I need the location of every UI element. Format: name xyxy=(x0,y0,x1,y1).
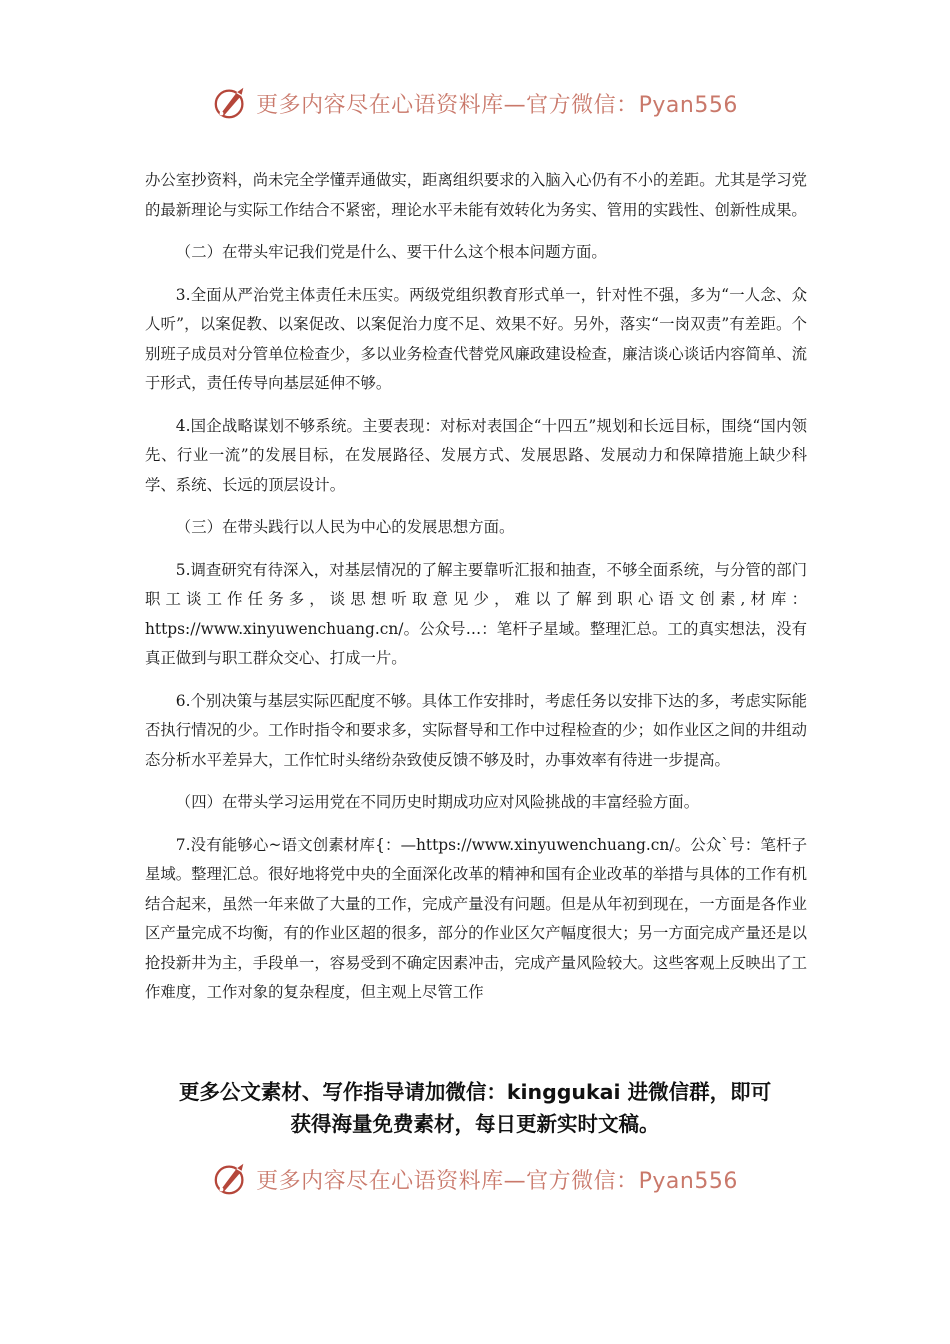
section-heading-4: （四）在带头学习运用党在不同历史时期成功应对风险挑战的丰富经验方面。 xyxy=(175,793,700,811)
header-banner-text: 更多内容尽在心语资料库—官方微信：Pyan556 xyxy=(256,92,738,118)
page-content-viewport xyxy=(0,166,950,1062)
paragraph-item-3: 3.全面从严治党主体责任未压实。两级党组织教育形式单一，针对性不强，多为“一人念、众人听”，以案促教、以案促改、以案促治力度不足、效果不好。另外，落实“一岗双责”有差距。个别班子成员对分管单位检查少，多以业务检查代替党风廉政建设检查，廉洁谈心谈话内容简单、流于形式，责任传导向基层延伸不够。 xyxy=(145,285,807,392)
promo-line-2: 获得海量免费素材，每日更新实时文稿。 xyxy=(290,1112,660,1136)
paragraph-item-7: 7.没有能够心~语文创素材库{：—https://www.xinyuwenchuang.cn/。公众`号：笔杆子星域。整理汇总。很好地将党中央的全面深化改革的精神和国有企业改革的举措与具体的工作有机结合起来，虽然一年来做了大量的工作，完成产量没有问题。但是从年初到现在，一方面是各作业区产量完成不均衡，有的作业区超的很多，部分的作业区欠产幅度很大；另一方面完成产量还是以抢投新井为主，手段单一，容易受到不确定因素冲击，完成产量风险较大。这些客观上反映出了工作难度，工作对象的复杂程度，但主观上尽管工作 xyxy=(145,835,807,1001)
section-heading-2: （二）在带头牢记我们党是什么、要干什么这个根本问题方面。 xyxy=(175,243,607,261)
paragraph-item-6: 6.个别决策与基层实际匹配度不够。具体工作安排时，考虑任务以安排下达的多，考虑实际能否执行情况的少。工作时指令和要求多，实际督导和工作中过程检查的少；如作业区之间的井组动态分析水平差异大，工作忙时头绪纷杂致使反馈不够及时，办事效率有待进一步提高。 xyxy=(145,691,807,769)
promo-notice xyxy=(80,1076,870,1140)
footer-banner-text: 更多内容尽在心语资料库—官方微信：Pyan556 xyxy=(256,1168,738,1194)
section-heading-3: （三）在带头践行以人民为中心的发展思想方面。 xyxy=(175,518,515,536)
paragraph-continuation: 办公室抄资料，尚未完全学懂弄通做实，距离组织要求的入脑入心仍有不小的差距。尤其是学习党的最新理论与实际工作结合不紧密，理论水平未能有效转化为务实、管用的实践性、创新性成果。 xyxy=(145,171,807,219)
footer-banner xyxy=(0,1160,950,1198)
promo-line-1: 更多公文素材、写作指导请加微信：kinggukai 进微信群，即可 xyxy=(178,1080,772,1104)
pen-nib-logo-icon xyxy=(212,84,250,122)
paragraph-item-4: 4.国企战略谋划不够系统。主要表现：对标对表国企“十四五”规划和长远目标，围绕“国内领先、行业一流”的发展目标，在发展路径、发展方式、发展思路、发展动力和保障措施上缺少科学、系统、长远的顶层设计。 xyxy=(145,416,807,494)
document-body xyxy=(145,166,807,1021)
header-banner xyxy=(0,84,950,122)
pen-nib-logo-icon xyxy=(212,1160,250,1198)
paragraph-item-5: 5.调查研究有待深入，对基层情况的了解主要靠听汇报和抽查，不够全面系统，与分管的部门职工谈工作任务多，谈思想听取意见少，难以了解到职心语文创素,材库：https://www.xinyuwenchuang.cn/。公众号…：笔杆子星域。整理汇总。工的真实想法，没有真正做到与职工群众交心、打成一片。 xyxy=(145,560,807,667)
